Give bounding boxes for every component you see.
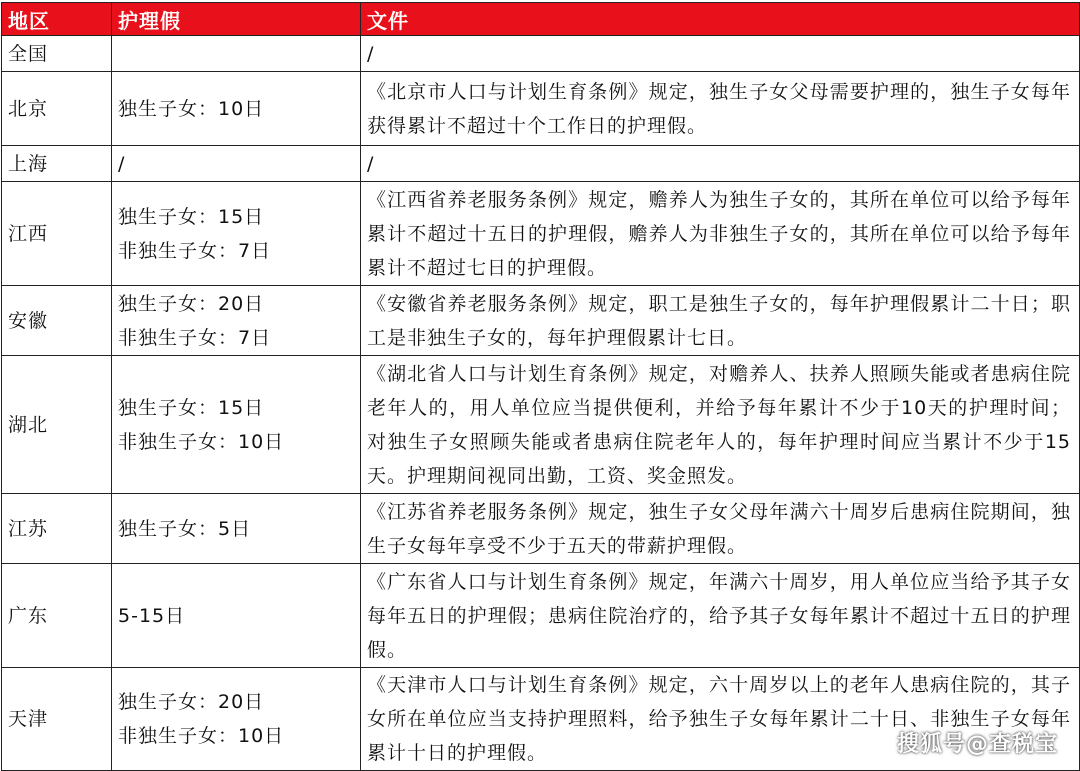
table-row (2, 494, 1080, 564)
region-cell: 全国 (2, 36, 112, 72)
header-region: 地区 (2, 3, 112, 36)
document-cell: 《江苏省养老服务条例》规定，独生子女父母年满六十周岁后患病住院期间，独生子女每年享受不少于五天的带薪护理假。 (361, 494, 1080, 564)
document-cell: 《广东省人口与计划生育条例》规定，年满六十周岁，用人单位应当给予其子女每年五日的护理假；患病住院治疗的，给予其子女每年累计不超过十五日的护理假。 (361, 564, 1080, 668)
document-cell: 《安徽省养老服务条例》规定，职工是独生子女的，每年护理假累计二十日；职工是非独生子女的，每年护理假累计七日。 (361, 286, 1080, 356)
leave-cell: 独生子女：15日 非独生子女：10日 (112, 356, 361, 494)
document-cell: / (361, 146, 1080, 182)
leave-cell: 独生子女：10日 (112, 72, 361, 146)
table-row (2, 72, 1080, 146)
region-cell: 江苏 (2, 494, 112, 564)
table-row (2, 564, 1080, 668)
region-cell: 江西 (2, 182, 112, 286)
region-cell: 广东 (2, 564, 112, 668)
table-row (2, 356, 1080, 494)
document-cell: 《江西省养老服务条例》规定，赡养人为独生子女的，其所在单位可以给予每年累计不超过十五日的护理假，赡养人为非独生子女的，其所在单位可以给予每年累计不超过七日的护理假。 (361, 182, 1080, 286)
table-row (2, 146, 1080, 182)
region-cell: 天津 (2, 668, 112, 771)
table-header-row (2, 3, 1080, 36)
document-cell: 《天津市人口与计划生育条例》规定，六十周岁以上的老年人患病住院的，其子女所在单位应当支持护理照料，给予独生子女每年累计二十日、非独生子女每年累计十日的护理假。 (361, 668, 1080, 771)
region-cell: 安徽 (2, 286, 112, 356)
document-cell: 《湖北省人口与计划生育条例》规定，对赡养人、扶养人照顾失能或者患病住院老年人的，用人单位应当提供便利，并给予每年累计不少于10天的护理时间；对独生子女照顾失能或者患病住院老年人的，每年护理时间应当累计不少于15天。护理期间视同出勤，工资、奖金照发。 (361, 356, 1080, 494)
leave-cell (112, 36, 361, 72)
header-leave: 护理假 (112, 3, 361, 36)
leave-cell: 独生子女：5日 (112, 494, 361, 564)
region-cell: 湖北 (2, 356, 112, 494)
region-cell: 北京 (2, 72, 112, 146)
leave-cell: 独生子女：20日 非独生子女：7日 (112, 286, 361, 356)
document-cell: / (361, 36, 1080, 72)
watermark: 搜狐号@查税宝 (896, 732, 1058, 757)
table-row (2, 36, 1080, 72)
leave-cell: / (112, 146, 361, 182)
document-cell: 《北京市人口与计划生育条例》规定，独生子女父母需要护理的，独生子女每年获得累计不超过十个工作日的护理假。 (361, 72, 1080, 146)
leave-cell: 5-15日 (112, 564, 361, 668)
table-row (2, 182, 1080, 286)
header-document: 文件 (361, 3, 1080, 36)
leave-cell: 独生子女：15日 非独生子女：7日 (112, 182, 361, 286)
nursing-leave-table (1, 2, 1080, 771)
leave-cell: 独生子女：20日 非独生子女：10日 (112, 668, 361, 771)
region-cell: 上海 (2, 146, 112, 182)
table-row (2, 286, 1080, 356)
